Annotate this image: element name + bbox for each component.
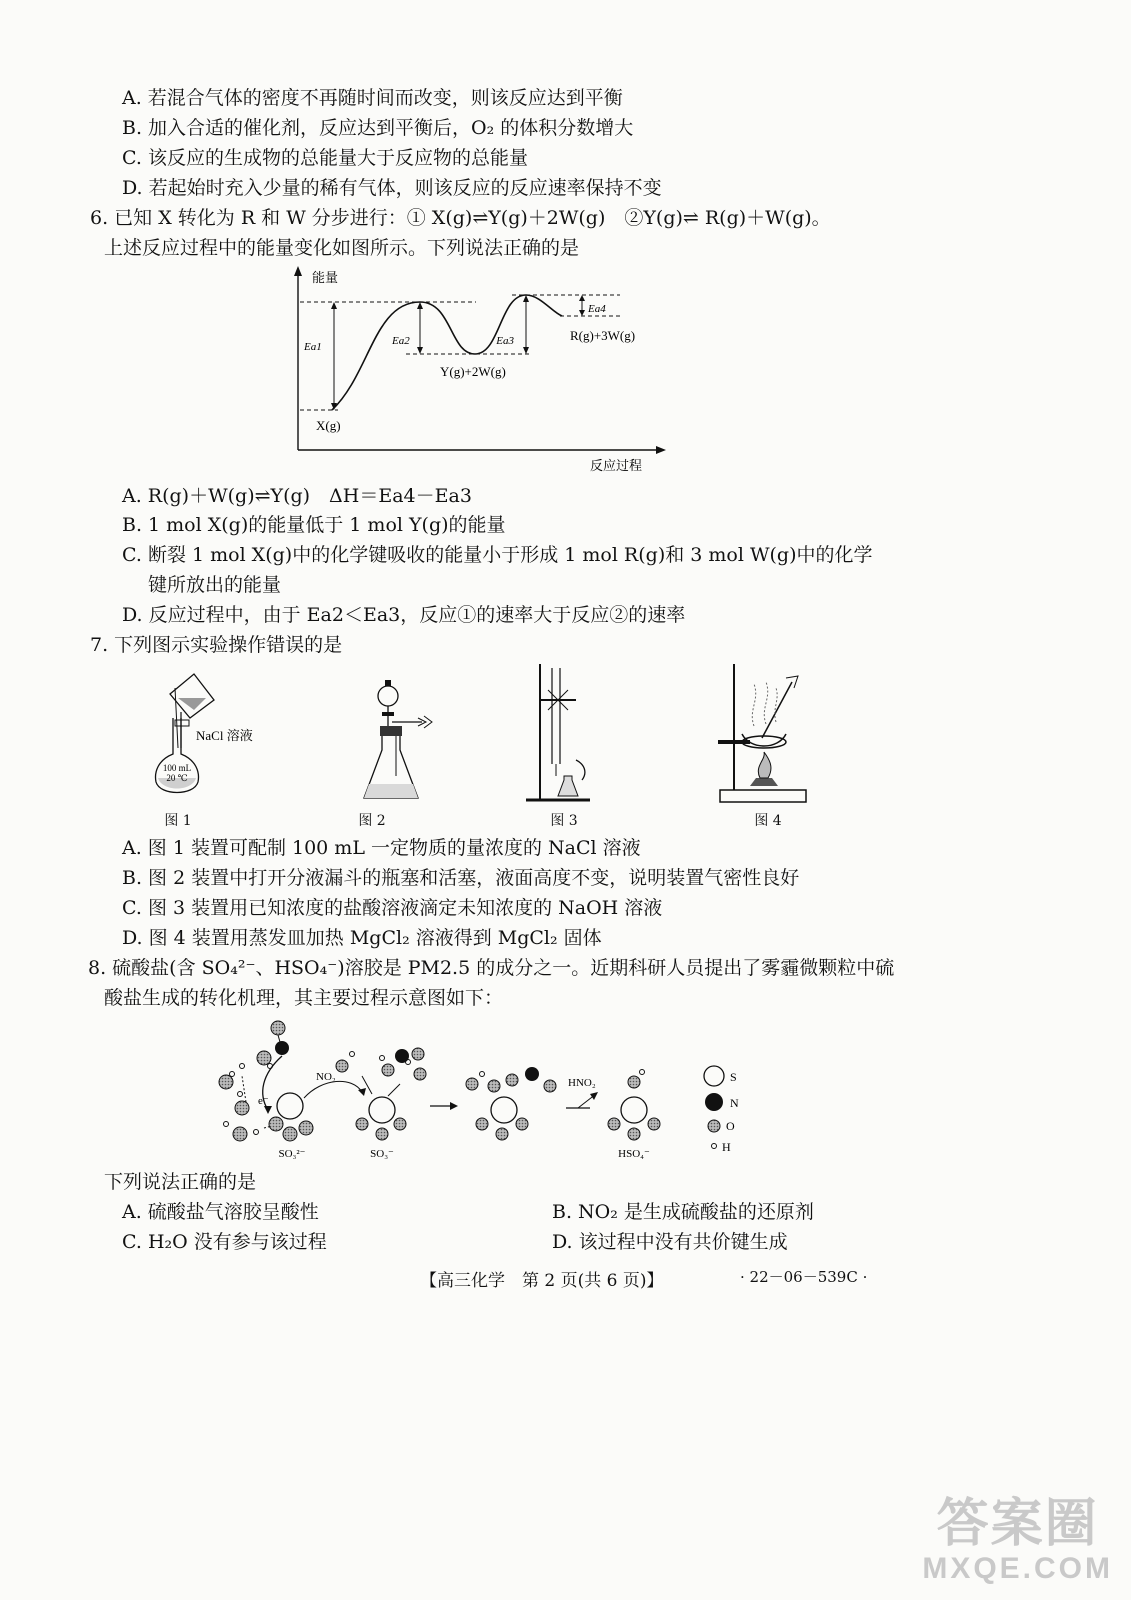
q6-option-b: B. 1 mol X(g)的能量低于 1 mol Y(g)的能量	[122, 514, 506, 536]
q6-option-c-line2: 键所放出的能量	[148, 574, 282, 596]
ea4-label: Ea4	[588, 303, 606, 315]
figure1-volumetric-flask	[148, 668, 278, 808]
exam-code: · 22－06－539C ·	[740, 1268, 868, 1286]
site-watermark	[922, 1496, 1113, 1586]
mechanism-stage-1	[219, 1021, 313, 1160]
q6-stem-line1: 6. 已知 X 转化为 R 和 W 分步进行：① X(g)⇌Y(g)＋2W(g) ②Y(g)⇌ R(g)＋W(g)。	[90, 207, 831, 229]
q8-option-d: D. 该过程中没有共价键生成	[552, 1231, 788, 1253]
q5-option-c: C. 该反应的生成物的总能量大于反应物的总能量	[122, 147, 528, 169]
energy-profile-diagram	[290, 264, 670, 476]
figure2-caption: 图 2	[358, 813, 386, 829]
legend-h: H	[722, 1140, 731, 1154]
q8-prompt: 下列说法正确的是	[104, 1171, 257, 1193]
ea2-label: Ea2	[392, 335, 410, 347]
q8-stem-line2: 酸盐生成的转化机理，其主要过程示意图如下：	[104, 987, 504, 1009]
q8-option-a: A. 硫酸盐气溶胶呈酸性	[122, 1201, 319, 1223]
figure1-caption: 图 1	[164, 813, 192, 829]
ea1-label: Ea1	[304, 341, 322, 353]
hso4-label: HSO₄⁻	[618, 1148, 650, 1160]
legend-o: O	[726, 1119, 735, 1133]
x-axis-label: 反应过程	[590, 458, 643, 473]
electron-label: e⁻	[258, 1095, 269, 1107]
mechanism-stage-3	[466, 1067, 556, 1140]
q5-option-a: A. 若混合气体的密度不再随时间而改变，则该反应达到平衡	[122, 87, 623, 109]
figure4-evaporation-setup	[714, 660, 814, 808]
mechanism-stage-2	[336, 1048, 426, 1160]
legend-n: N	[730, 1096, 739, 1110]
q7-stem: 7. 下列图示实验操作错误的是	[90, 634, 343, 656]
q7-option-c: C. 图 3 装置用已知浓度的盐酸溶液滴定未知浓度的 NaOH 溶液	[122, 897, 663, 919]
legend-s: S	[730, 1070, 737, 1084]
watermark-logo: 答案圈	[936, 1495, 1099, 1553]
no2-label: NO₂	[316, 1071, 336, 1083]
y-state-label: Y(g)+2W(g)	[440, 364, 506, 379]
q8-stem-line1: 8. 硫酸盐(含 SO₄²⁻、HSO₄⁻)溶胶是 PM2.5 的成分之一。近期科研人员提出了雾霾微颗粒中硫	[88, 957, 895, 979]
q5-option-d: D. 若起始时充入少量的稀有气体，则该反应的反应速率保持不变	[122, 177, 662, 199]
ea3-label: Ea3	[496, 335, 514, 347]
figure4-caption: 图 4	[754, 813, 782, 829]
q6-option-a: A. R(g)＋W(g)⇌Y(g) ΔH＝Ea4－Ea3	[122, 485, 472, 507]
figure3-caption: 图 3	[550, 813, 578, 829]
q8-option-b: B. NO₂ 是生成硫酸盐的还原剂	[552, 1201, 814, 1223]
fig1-nacl-label: NaCl 溶液	[196, 728, 253, 743]
q6-option-d: D. 反应过程中，由于 Ea2＜Ea3，反应①的速率大于反应②的速率	[122, 604, 686, 626]
watermark-url: MXQE.COM	[922, 1552, 1113, 1585]
q6-stem-line2: 上述反应过程中的能量变化如图所示。下列说法正确的是	[104, 237, 580, 259]
mechanism-stage-4	[608, 1070, 660, 1161]
r-state-label: R(g)+3W(g)	[570, 328, 636, 343]
q7-option-d: D. 图 4 装置用蒸发皿加热 MgCl₂ 溶液得到 MgCl₂ 固体	[122, 927, 602, 949]
q6-option-c-line1: C. 断裂 1 mol X(g)中的化学键吸收的能量小于形成 1 mol R(g)和 3 mol W(g)中的化学	[122, 544, 873, 566]
so3-2-label: SO₃²⁻	[278, 1148, 306, 1160]
page-footer: 【高三化学 第 2 页(共 6 页)】	[420, 1271, 664, 1291]
x-state-label: X(g)	[316, 418, 341, 433]
atom-legend	[704, 1066, 739, 1154]
reaction-curve	[332, 295, 562, 410]
q7-option-a: A. 图 1 装置可配制 100 mL 一定物质的量浓度的 NaCl 溶液	[122, 837, 641, 859]
q8-option-c: C. H₂O 没有参与该过程	[122, 1231, 327, 1253]
flask-volume-mark: 100 mL	[162, 763, 192, 773]
hno2-label: HNO₂	[568, 1077, 596, 1089]
so3-1-label: SO₃⁻	[370, 1148, 394, 1160]
q5-option-b: B. 加入合适的催化剂，反应达到平衡后，O₂ 的体积分数增大	[122, 117, 634, 139]
y-axis-label: 能量	[312, 270, 339, 285]
sulfate-mechanism-diagram	[212, 1014, 752, 1166]
figure2-airtightness-setup	[356, 676, 446, 808]
figure3-titration-setup	[520, 660, 610, 808]
q7-option-b: B. 图 2 装置中打开分液漏斗的瓶塞和活塞，液面高度不变，说明装置气密性良好	[122, 867, 800, 889]
flask-temperature-mark: 20 ℃	[166, 773, 188, 783]
